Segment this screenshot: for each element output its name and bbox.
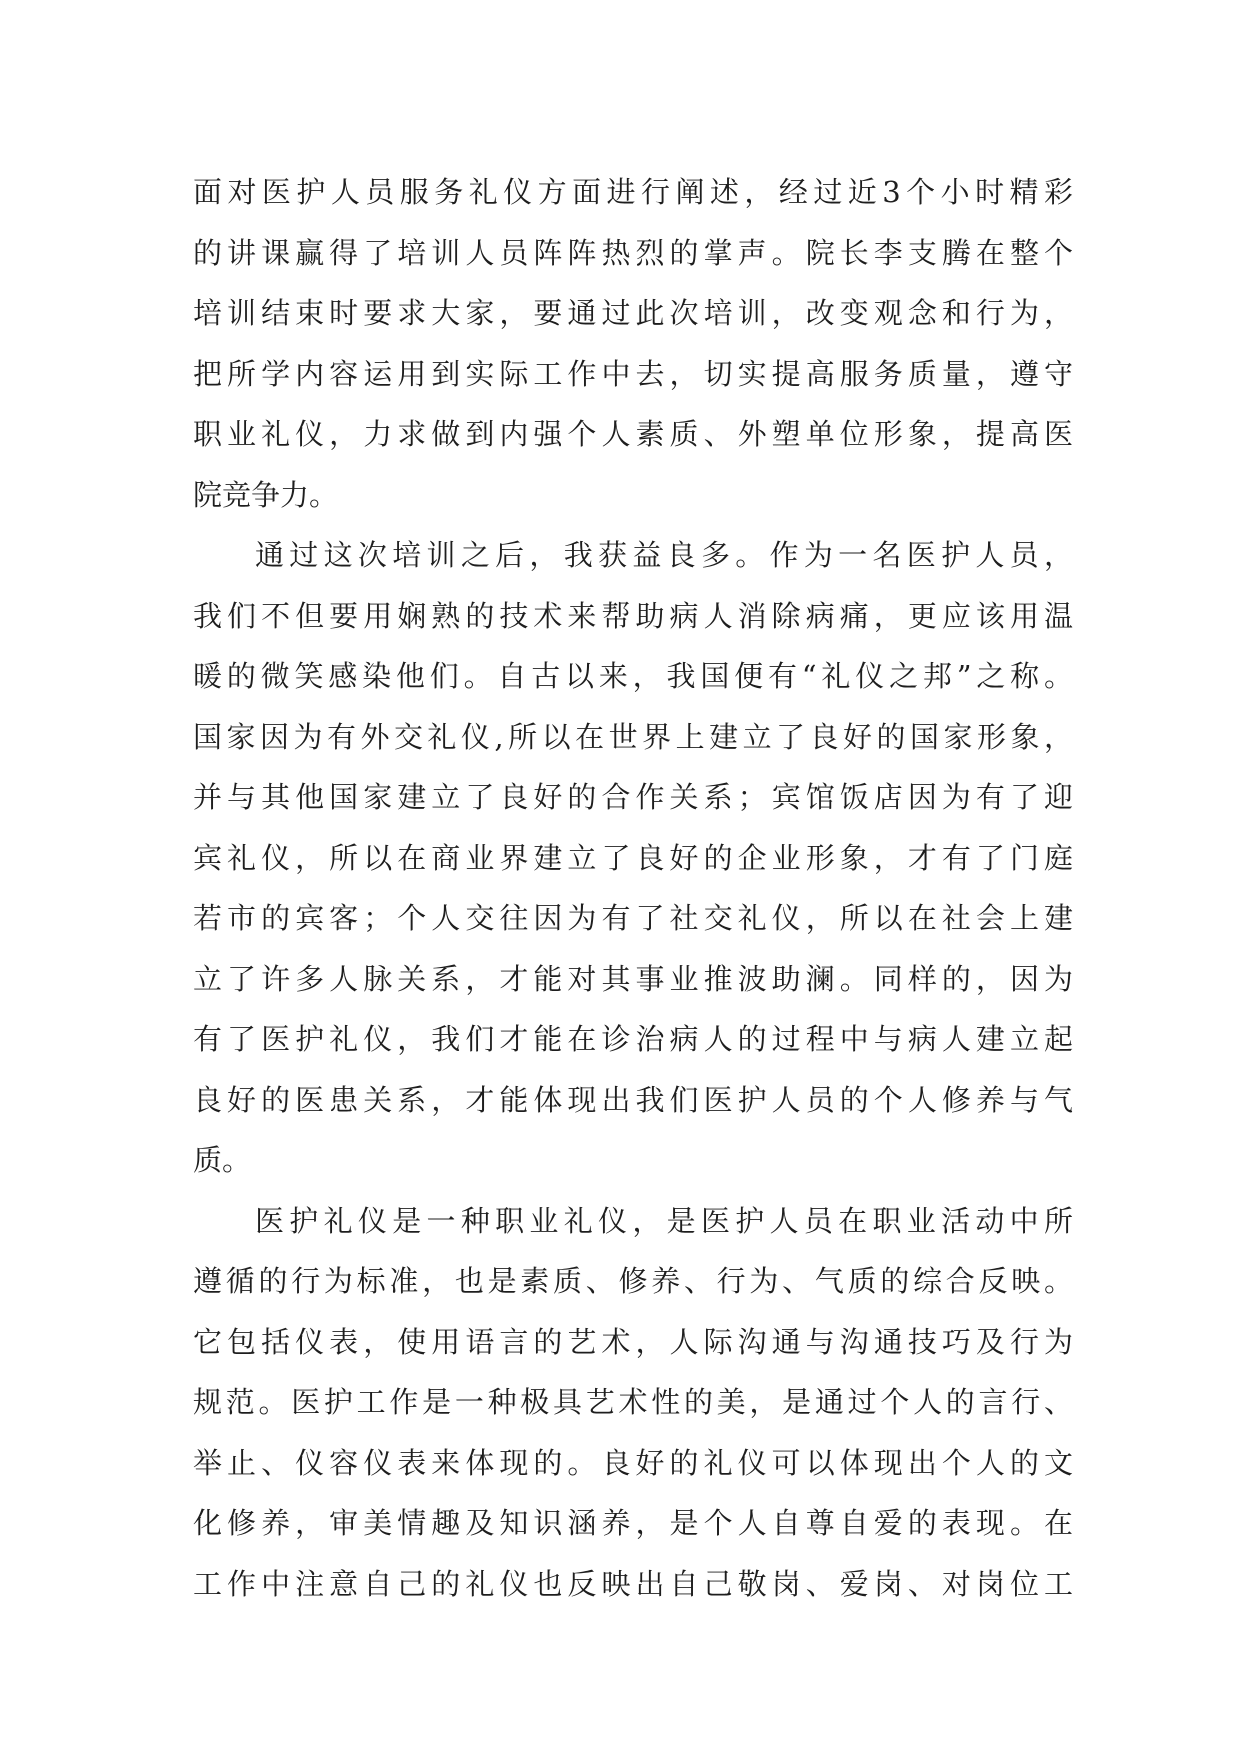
text-line: 把所学内容运用到实际工作中去，切实提高服务质量，遵守 [193,356,1073,391]
text-line: 培训结束时要求大家，要通过此次培训，改变观念和行为， [193,296,1073,330]
text-line: 职业礼仪，力求做到内强个人素质、外塑单位形象，提高医 [193,417,1073,451]
text-line: 立了许多人脉关系，才能对其事业推波助澜。同样的，因为 [193,961,1073,996]
text-line: 举止、仪容仪表来体现的。良好的礼仪可以体现出个人的文 [193,1445,1073,1480]
text-line: 有了医护礼仪，我们才能在诊治病人的过程中与病人建立起 [193,1022,1073,1056]
text-line: 院竞争力。 [193,477,339,512]
text-line: 医护礼仪是一种职业礼仪，是医护人员在职业活动中所 [255,1203,1073,1238]
text-line: 它包括仪表，使用语言的艺术，人际沟通与沟通技巧及行为 [193,1324,1073,1359]
text-line: 遵循的行为标准，也是素质、修养、行为、气质的综合反映。 [193,1264,1073,1298]
text-line: 工作中注意自己的礼仪也反映出自己敬岗、爱岗、对岗位工 [193,1566,1073,1601]
text-line: 良好的医患关系，才能体现出我们医护人员的个人修养与气 [193,1082,1073,1117]
text-line: 宾礼仪，所以在商业界建立了良好的企业形象，才有了门庭 [193,840,1073,875]
text-line: 规范。医护工作是一种极具艺术性的美，是通过个人的言行、 [193,1385,1073,1419]
text-line: 若市的宾客；个人交往因为有了社交礼仪，所以在社会上建 [193,901,1073,935]
text-line: 质。 [193,1143,252,1177]
text-line: 我们不但要用娴熟的技术来帮助病人消除病痛，更应该用温 [193,598,1073,633]
text-line: 的讲课赢得了培训人员阵阵热烈的掌声。院长李支腾在整个 [193,235,1073,270]
text-line: 暖的微笑感染他们。自古以来，我国便有“礼仪之邦”之称。 [193,659,1073,693]
document-body [193,162,1073,1614]
text-line: 通过这次培训之后，我获益良多。作为一名医护人员， [255,538,1073,572]
text-line: 国家因为有外交礼仪,所以在世界上建立了良好的国家形象， [193,719,1073,754]
text-line: 面对医护人员服务礼仪方面进行阐述，经过近3个小时精彩 [193,175,1073,209]
text-line: 并与其他国家建立了良好的合作关系；宾馆饭店因为有了迎 [193,780,1073,814]
text-line: 化修养，审美情趣及知识涵养，是个人自尊自爱的表现。在 [193,1506,1073,1540]
